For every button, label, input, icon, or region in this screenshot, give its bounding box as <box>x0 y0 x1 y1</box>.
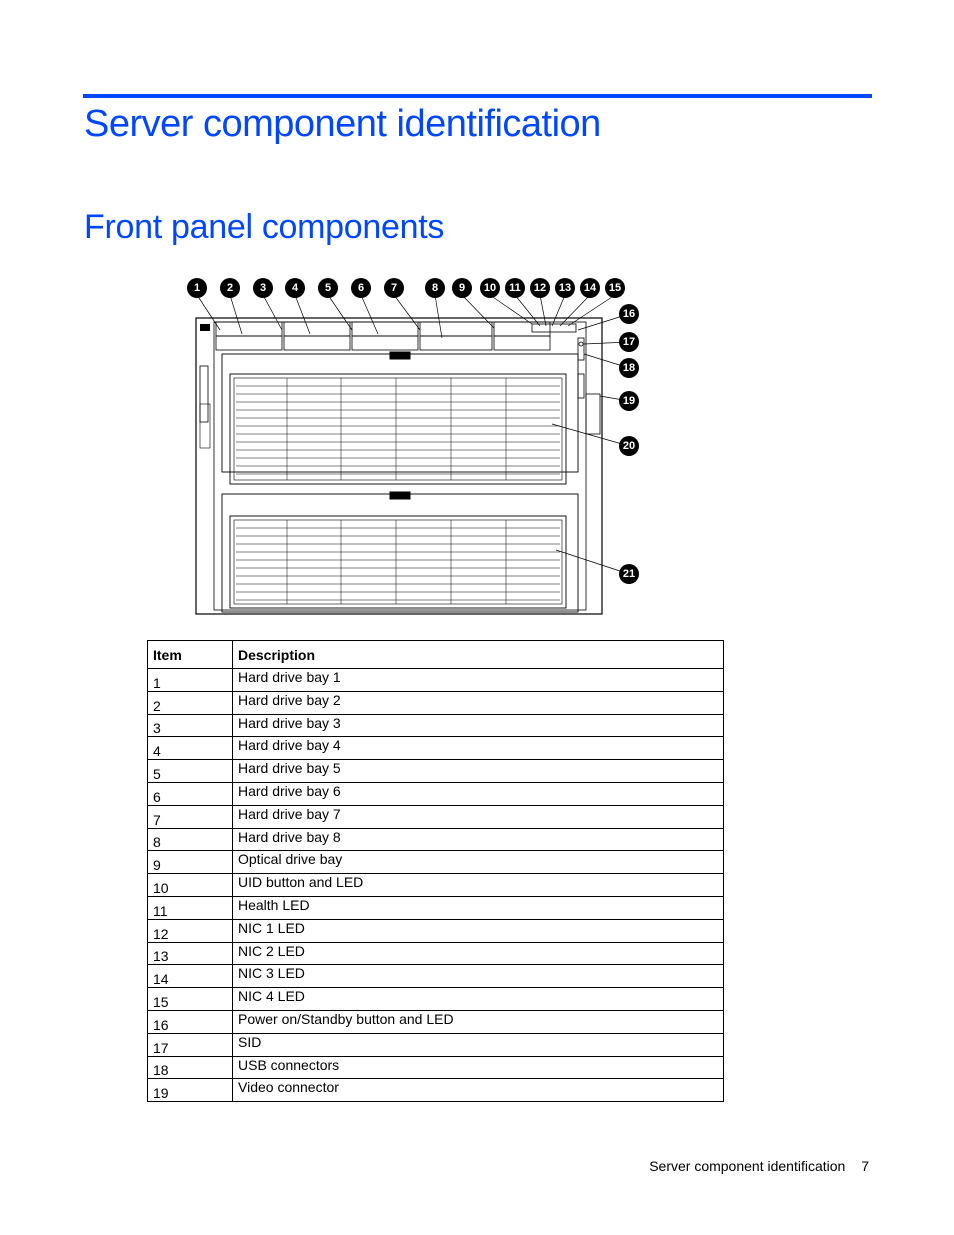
components-table <box>147 640 724 1102</box>
section-title: Front panel components <box>84 208 445 246</box>
page-title: Server component identification <box>84 103 601 145</box>
callout-label: 11 <box>509 282 521 294</box>
table-row <box>148 714 724 737</box>
description-cell: Hard drive bay 8 <box>233 828 724 851</box>
item-cell: 2 <box>148 691 233 714</box>
item-cell: 12 <box>148 919 233 942</box>
hp-logo-badge <box>200 324 210 331</box>
table-row <box>148 851 724 874</box>
table-row <box>148 691 724 714</box>
callout-label: 17 <box>622 336 636 348</box>
callout-label: 10 <box>483 282 497 294</box>
table-row <box>148 965 724 988</box>
callout-label: 16 <box>622 308 636 320</box>
item-cell: 1 <box>148 669 233 692</box>
callout-label: 2 <box>226 282 234 294</box>
item-cell: 11 <box>148 896 233 919</box>
callout-label: 21 <box>622 568 636 580</box>
page-number: 7 <box>861 1158 869 1174</box>
table-row <box>148 988 724 1011</box>
header-item: Item <box>148 641 233 669</box>
callout-label: 19 <box>622 395 636 407</box>
callout-label: 14 <box>583 282 597 294</box>
callout-label: 7 <box>390 282 398 294</box>
title-rule <box>83 94 872 98</box>
callout-label: 1 <box>193 282 201 294</box>
item-cell: 17 <box>148 1033 233 1056</box>
table-row <box>148 874 724 897</box>
item-cell: 7 <box>148 805 233 828</box>
header-description: Description <box>233 641 724 669</box>
callout-label: 12 <box>533 282 547 294</box>
description-cell: NIC 4 LED <box>233 988 724 1011</box>
description-cell: Hard drive bay 1 <box>233 669 724 692</box>
item-cell: 19 <box>148 1079 233 1102</box>
table-row <box>148 782 724 805</box>
item-cell: 8 <box>148 828 233 851</box>
item-cell: 13 <box>148 942 233 965</box>
description-cell: Optical drive bay <box>233 851 724 874</box>
description-cell: SID <box>233 1033 724 1056</box>
description-cell: Power on/Standby button and LED <box>233 1010 724 1033</box>
table-row <box>148 805 724 828</box>
item-cell: 16 <box>148 1010 233 1033</box>
description-cell: Hard drive bay 3 <box>233 714 724 737</box>
description-cell: Hard drive bay 5 <box>233 760 724 783</box>
item-cell: 6 <box>148 782 233 805</box>
description-cell: Hard drive bay 2 <box>233 691 724 714</box>
callout-label: 5 <box>324 282 332 294</box>
callout-label: 6 <box>357 282 365 294</box>
description-cell: Hard drive bay 6 <box>233 782 724 805</box>
front-panel-diagram <box>180 274 650 624</box>
description-cell: Hard drive bay 7 <box>233 805 724 828</box>
callout-label: 9 <box>458 282 466 294</box>
callout-label: 4 <box>291 282 299 294</box>
table-row <box>148 828 724 851</box>
item-cell: 15 <box>148 988 233 1011</box>
table-row <box>148 669 724 692</box>
callout-label: 3 <box>259 282 267 294</box>
table-row <box>148 919 724 942</box>
callout-label: 20 <box>622 440 636 452</box>
footer-section-title: Server component identification <box>649 1158 846 1174</box>
callout-label: 18 <box>622 362 636 374</box>
item-cell: 9 <box>148 851 233 874</box>
table-row <box>148 1033 724 1056</box>
description-cell: USB connectors <box>233 1056 724 1079</box>
description-cell: NIC 2 LED <box>233 942 724 965</box>
table-row <box>148 737 724 760</box>
table-row <box>148 896 724 919</box>
item-cell: 5 <box>148 760 233 783</box>
item-cell: 18 <box>148 1056 233 1079</box>
table-row <box>148 760 724 783</box>
description-cell: Health LED <box>233 896 724 919</box>
description-cell: Video connector <box>233 1079 724 1102</box>
item-cell: 4 <box>148 737 233 760</box>
table-header-row <box>148 641 724 669</box>
item-cell: 14 <box>148 965 233 988</box>
callout-label: 8 <box>431 282 439 294</box>
item-cell: 3 <box>148 714 233 737</box>
description-cell: UID button and LED <box>233 874 724 897</box>
table-row <box>148 1056 724 1079</box>
table-row <box>148 1010 724 1033</box>
table-row <box>148 942 724 965</box>
page-footer <box>649 1158 869 1174</box>
item-cell: 10 <box>148 874 233 897</box>
description-cell: NIC 1 LED <box>233 919 724 942</box>
callout-label: 15 <box>608 282 622 294</box>
table-row <box>148 1079 724 1102</box>
description-cell: NIC 3 LED <box>233 965 724 988</box>
callout-label: 13 <box>558 282 572 294</box>
description-cell: Hard drive bay 4 <box>233 737 724 760</box>
